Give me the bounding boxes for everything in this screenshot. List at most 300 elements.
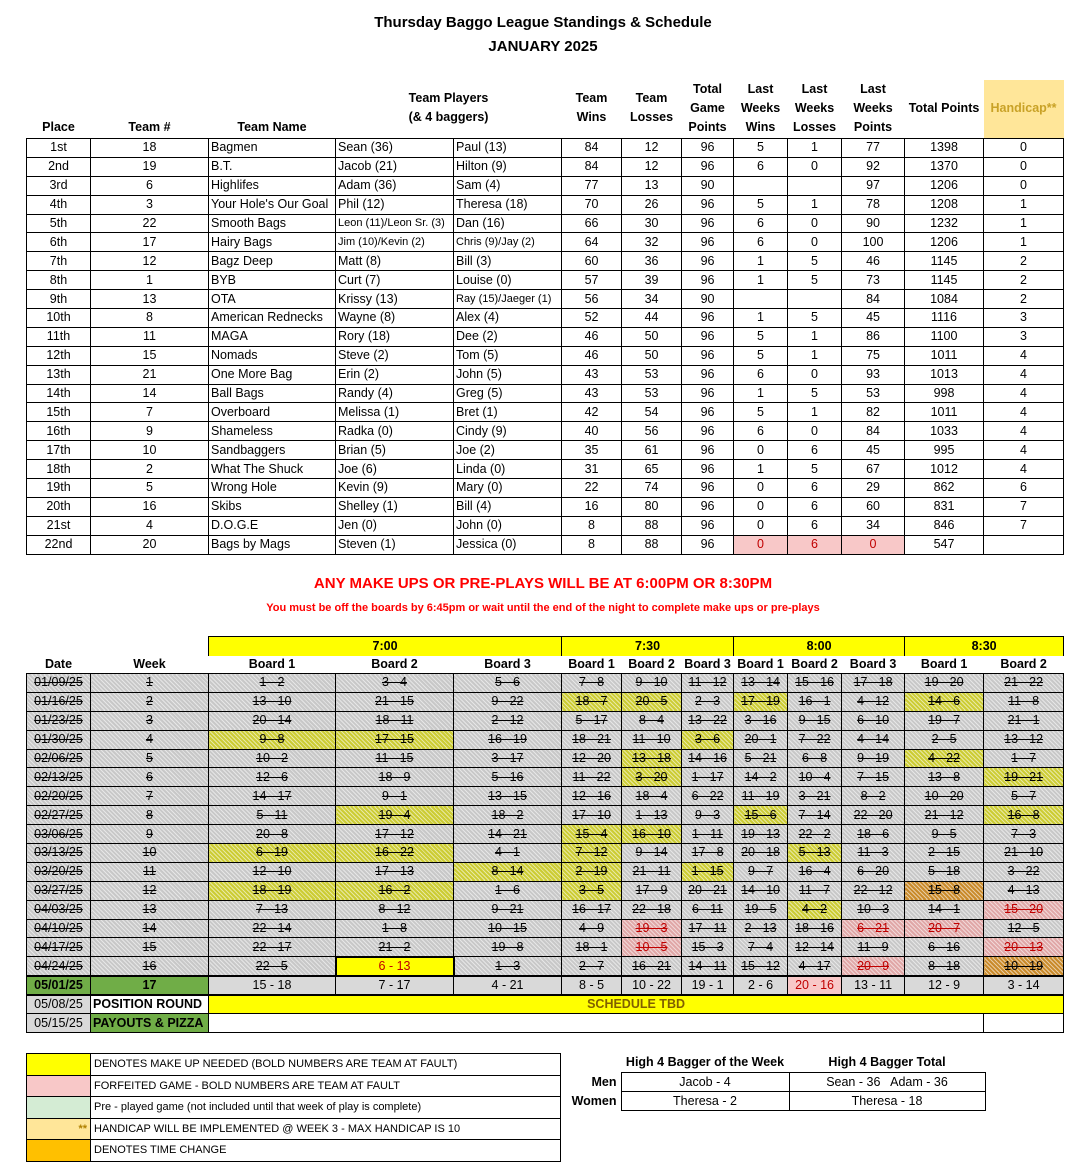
matchup-cell: 6 - 21 xyxy=(842,919,905,938)
legend-text: Pre - played game (not included until that week of play is complete) xyxy=(91,1097,561,1119)
week-date: 03/13/25 xyxy=(27,844,91,863)
team-wins-cell: 8 xyxy=(562,516,622,535)
week-date: 01/16/25 xyxy=(27,692,91,711)
team-name-cell: BYB xyxy=(209,271,336,290)
week-date: 04/10/25 xyxy=(27,919,91,938)
matchup-cell: 7 - 8 xyxy=(562,674,622,693)
matchup-cell: 11 - 12 xyxy=(682,674,734,693)
matchup-cell: 19 - 13 xyxy=(734,825,788,844)
time-slot-730: 7:30 xyxy=(562,637,734,656)
matchup-cell: 2 - 5 xyxy=(905,730,984,749)
matchup-cell: 8 - 18 xyxy=(905,957,984,976)
total-points-cell: 1033 xyxy=(905,422,984,441)
position-round-label: POSITION ROUND xyxy=(91,995,209,1014)
women-label: Women xyxy=(571,1093,617,1108)
team-wins-cell: 52 xyxy=(562,309,622,328)
matchup-cell: 4 - 1 xyxy=(454,844,562,863)
week-date: 01/23/25 xyxy=(27,711,91,730)
team-name-cell: D.O.G.E xyxy=(209,516,336,535)
matchup-cell: 3 - 5 xyxy=(562,881,622,900)
team-name-cell: B.T. xyxy=(209,157,336,176)
legend-row xyxy=(27,1054,561,1076)
standings-row xyxy=(27,139,1064,158)
matchup-cell: 14 - 17 xyxy=(209,787,336,806)
place-cell: 16th xyxy=(27,422,91,441)
team-wins-cell: 43 xyxy=(562,365,622,384)
handicap-cell: 3 xyxy=(984,327,1064,346)
schedule-row xyxy=(27,919,1064,938)
total-points-cell: 1208 xyxy=(905,195,984,214)
last-weeks-points-cell: 0 xyxy=(842,535,905,554)
team-number-cell: 12 xyxy=(91,252,209,271)
header-lwl-line1: Last xyxy=(801,82,828,96)
matchup-cell: 2 - 7 xyxy=(562,957,622,976)
last-weeks-losses-cell: 1 xyxy=(788,403,842,422)
header-team-players xyxy=(336,80,562,139)
matchup-cell: 5 - 13 xyxy=(788,844,842,863)
last-weeks-losses-cell: 5 xyxy=(788,309,842,328)
matchup-cell: 9 - 5 xyxy=(905,825,984,844)
matchup-cell: 3 - 17 xyxy=(454,749,562,768)
handicap-cell: 4 xyxy=(984,403,1064,422)
handicap-cell: 4 xyxy=(984,384,1064,403)
handicap-cell: 6 xyxy=(984,479,1064,498)
team-name-cell: MAGA xyxy=(209,327,336,346)
last-weeks-wins-cell: 6 xyxy=(734,365,788,384)
handicap-cell: 0 xyxy=(984,176,1064,195)
position-round-date: 05/08/25 xyxy=(27,995,91,1014)
last-weeks-losses-cell: 1 xyxy=(788,327,842,346)
header-handicap: Handicap** xyxy=(984,80,1064,139)
player-2-cell: Jessica (0) xyxy=(454,535,562,554)
schedule-row xyxy=(27,787,1064,806)
handicap-cell: 4 xyxy=(984,346,1064,365)
matchup-cell: 7 - 15 xyxy=(842,768,905,787)
matchup-cell: 10 - 2 xyxy=(209,749,336,768)
matchup-cell: 4 - 2 xyxy=(788,900,842,919)
team-losses-cell: 39 xyxy=(622,271,682,290)
team-wins-cell: 42 xyxy=(562,403,622,422)
total-game-points-cell: 90 xyxy=(682,290,734,309)
last-weeks-wins-cell: 1 xyxy=(734,384,788,403)
last-weeks-points-cell: 84 xyxy=(842,290,905,309)
matchup-cell: 6 - 10 xyxy=(842,711,905,730)
total-points-cell: 1232 xyxy=(905,214,984,233)
matchup-cell: 17 - 19 xyxy=(734,692,788,711)
last-weeks-losses-cell: 0 xyxy=(788,233,842,252)
week-number: 5 xyxy=(91,749,209,768)
team-name-cell: Sandbaggers xyxy=(209,441,336,460)
total-game-points-cell: 96 xyxy=(682,422,734,441)
matchup-cell: 8 - 2 xyxy=(842,787,905,806)
matchup-cell: 5 - 16 xyxy=(454,768,562,787)
matchup-cell: 16 - 4 xyxy=(788,862,842,881)
week-date: 04/03/25 xyxy=(27,900,91,919)
matchup-cell: 11 - 9 xyxy=(842,938,905,957)
place-cell: 14th xyxy=(27,384,91,403)
team-losses-cell: 74 xyxy=(622,479,682,498)
page-title: Thursday Baggo League Standings & Schedule xyxy=(374,14,712,31)
matchup-cell: 13 - 15 xyxy=(454,787,562,806)
header-lwp-line2: Weeks xyxy=(853,101,893,115)
header-total-game-points xyxy=(682,80,734,139)
week-number: 14 xyxy=(91,919,209,938)
last-weeks-points-cell: 34 xyxy=(842,516,905,535)
header-team-wins-line2: Wins xyxy=(576,110,607,124)
last-weeks-losses-cell: 0 xyxy=(788,214,842,233)
place-cell: 8th xyxy=(27,271,91,290)
header-place: Place xyxy=(42,120,75,134)
week-date: 02/20/25 xyxy=(27,787,91,806)
matchup-cell: 3 - 4 xyxy=(336,674,454,693)
team-name-cell: One More Bag xyxy=(209,365,336,384)
matchup-cell: 5 - 17 xyxy=(562,711,622,730)
matchup-cell: 13 - 22 xyxy=(682,711,734,730)
player-1-cell: Shelley (1) xyxy=(336,497,454,516)
schedule-row xyxy=(27,957,1064,976)
team-losses-cell: 32 xyxy=(622,233,682,252)
place-cell: 13th xyxy=(27,365,91,384)
women-total-value: Theresa - 18 xyxy=(789,1091,985,1110)
matchup-cell: 8 - 12 xyxy=(336,900,454,919)
matchup-cell: 17 - 8 xyxy=(682,844,734,863)
total-points-cell: 995 xyxy=(905,441,984,460)
team-losses-cell: 44 xyxy=(622,309,682,328)
last-weeks-points-cell: 78 xyxy=(842,195,905,214)
player-1-cell: Melissa (1) xyxy=(336,403,454,422)
matchup-cell: 1 - 11 xyxy=(682,825,734,844)
last-weeks-points-cell: 77 xyxy=(842,139,905,158)
matchup-cell: 19 - 5 xyxy=(734,900,788,919)
place-cell: 4th xyxy=(27,195,91,214)
total-points-cell: 1013 xyxy=(905,365,984,384)
player-1-cell: Curt (7) xyxy=(336,271,454,290)
total-game-points-cell: 96 xyxy=(682,271,734,290)
matchup-cell: 14 - 11 xyxy=(682,957,734,976)
last-weeks-wins-cell: 6 xyxy=(734,422,788,441)
header-lwl-line2: Weeks xyxy=(794,101,835,115)
current-week-number: 17 xyxy=(91,976,209,995)
team-losses-cell: 30 xyxy=(622,214,682,233)
matchup-cell: 7 - 12 xyxy=(562,844,622,863)
matchup-cell: 18 - 1 xyxy=(562,938,622,957)
makeup-notice: ANY MAKE UPS OR PRE-PLAYS WILL BE AT 6:00PM OR 8:30PM xyxy=(313,575,773,592)
handicap-cell: 0 xyxy=(984,139,1064,158)
standings-row xyxy=(27,309,1064,328)
team-wins-cell: 84 xyxy=(562,139,622,158)
player-1-cell: Rory (18) xyxy=(336,327,454,346)
men-label: Men xyxy=(591,1074,617,1089)
last-weeks-losses-cell: 1 xyxy=(788,346,842,365)
last-weeks-losses-cell: 1 xyxy=(788,195,842,214)
matchup-cell: 11 - 15 xyxy=(336,749,454,768)
legend-table xyxy=(26,1053,561,1162)
standings-row xyxy=(27,403,1064,422)
last-weeks-losses-cell: 5 xyxy=(788,460,842,479)
matchup-cell: 11 - 19 xyxy=(734,787,788,806)
matchup-cell: 16 - 22 xyxy=(336,844,454,863)
matchup-cell: 4 - 17 xyxy=(788,957,842,976)
header-lww-line2: Weeks xyxy=(740,101,781,115)
matchup-cell: 1 - 3 xyxy=(454,957,562,976)
high-bagger-women-row xyxy=(563,1091,985,1110)
high-bagger-spacer xyxy=(563,1053,621,1072)
team-number-cell: 20 xyxy=(91,535,209,554)
place-cell: 1st xyxy=(27,139,91,158)
payouts-blank xyxy=(209,1014,984,1033)
player-1-cell: Kevin (9) xyxy=(336,479,454,498)
team-number-cell: 5 xyxy=(91,479,209,498)
matchup-cell: 20 - 9 xyxy=(842,957,905,976)
matchup-cell: 9 - 22 xyxy=(454,692,562,711)
total-points-cell: 998 xyxy=(905,384,984,403)
matchup-cell: 17 - 11 xyxy=(682,919,734,938)
total-game-points-cell: 96 xyxy=(682,535,734,554)
matchup-cell: 9 - 15 xyxy=(788,711,842,730)
header-lwl-line3: Losses xyxy=(792,120,837,134)
last-weeks-wins-cell: 1 xyxy=(734,460,788,479)
time-slot-830: 8:30 xyxy=(905,637,1064,656)
header-team-wins xyxy=(562,80,622,139)
high-bagger-table xyxy=(563,1053,986,1111)
last-weeks-wins-cell: 1 xyxy=(734,271,788,290)
matchup-cell: 12 - 9 xyxy=(905,976,984,995)
week-number: 4 xyxy=(91,730,209,749)
team-number-cell: 3 xyxy=(91,195,209,214)
handicap-cell xyxy=(984,535,1064,554)
last-weeks-wins-cell: 0 xyxy=(734,479,788,498)
handicap-cell: 4 xyxy=(984,365,1064,384)
matchup-cell: 10 - 19 xyxy=(984,957,1064,976)
total-game-points-cell: 96 xyxy=(682,460,734,479)
matchup-cell: 19 - 21 xyxy=(984,768,1064,787)
total-game-points-cell: 96 xyxy=(682,497,734,516)
header-team-num: Team # xyxy=(128,120,171,134)
matchup-cell: 18 - 6 xyxy=(842,825,905,844)
matchup-cell: 11 - 3 xyxy=(842,844,905,863)
last-weeks-points-cell: 53 xyxy=(842,384,905,403)
handicap-cell: 4 xyxy=(984,441,1064,460)
matchup-cell: 16 - 21 xyxy=(622,957,682,976)
team-losses-cell: 50 xyxy=(622,327,682,346)
matchup-cell: 1 - 6 xyxy=(454,881,562,900)
header-lwp-line1: Last xyxy=(860,82,886,96)
legend-text: FORFEITED GAME - BOLD NUMBERS ARE TEAM AT FAULT xyxy=(91,1075,561,1097)
team-name-cell: Highlifes xyxy=(209,176,336,195)
handicap-cell: 1 xyxy=(984,233,1064,252)
standings-row xyxy=(27,327,1064,346)
matchup-cell: 15 - 3 xyxy=(682,938,734,957)
matchup-cell: 4 - 13 xyxy=(984,881,1064,900)
header-board: Board 1 xyxy=(734,656,788,674)
place-cell: 19th xyxy=(27,479,91,498)
last-weeks-losses-cell: 5 xyxy=(788,252,842,271)
standings-row xyxy=(27,422,1064,441)
schedule-row xyxy=(27,806,1064,825)
standings-row xyxy=(27,441,1064,460)
team-name-cell: OTA xyxy=(209,290,336,309)
player-2-cell: Tom (5) xyxy=(454,346,562,365)
week-number: 16 xyxy=(91,957,209,976)
matchup-cell: 21 - 2 xyxy=(336,938,454,957)
week-number: 10 xyxy=(91,844,209,863)
matchup-cell: 13 - 12 xyxy=(984,730,1064,749)
page-subtitle-month: JANUARY 2025 xyxy=(488,38,598,55)
team-losses-cell: 88 xyxy=(622,535,682,554)
matchup-cell: 7 - 17 xyxy=(336,976,454,995)
team-wins-cell: 22 xyxy=(562,479,622,498)
player-1-cell: Jim (10)/Kevin (2) xyxy=(336,233,454,252)
player-1-cell: Brian (5) xyxy=(336,441,454,460)
team-wins-cell: 77 xyxy=(562,176,622,195)
total-game-points-cell: 96 xyxy=(682,327,734,346)
schedule-row xyxy=(27,749,1064,768)
matchup-cell: 20 - 18 xyxy=(734,844,788,863)
matchup-cell: 12 - 16 xyxy=(562,787,622,806)
total-points-cell: 547 xyxy=(905,535,984,554)
matchup-cell: 5 - 18 xyxy=(905,862,984,881)
legend-text: HANDICAP WILL BE IMPLEMENTED @ WEEK 3 - MAX HANDICAP IS 10 xyxy=(91,1118,561,1140)
matchup-cell: 2 - 3 xyxy=(682,692,734,711)
total-game-points-cell: 96 xyxy=(682,195,734,214)
schedule-row xyxy=(27,825,1064,844)
matchup-cell: 14 - 1 xyxy=(905,900,984,919)
handicap-cell: 1 xyxy=(984,195,1064,214)
last-weeks-points-cell: 67 xyxy=(842,460,905,479)
matchup-cell: 16 - 19 xyxy=(454,730,562,749)
team-wins-cell: 70 xyxy=(562,195,622,214)
matchup-cell: 13 - 14 xyxy=(734,674,788,693)
standings-row xyxy=(27,479,1064,498)
standings-row xyxy=(27,271,1064,290)
matchup-cell: 20 - 1 xyxy=(734,730,788,749)
player-2-cell: John (5) xyxy=(454,365,562,384)
header-board: Board 3 xyxy=(842,656,905,674)
player-2-cell: Mary (0) xyxy=(454,479,562,498)
matchup-cell: 18 - 7 xyxy=(562,692,622,711)
schedule-row xyxy=(27,862,1064,881)
place-cell: 15th xyxy=(27,403,91,422)
handicap-cell: 7 xyxy=(984,497,1064,516)
matchup-cell: 15 - 12 xyxy=(734,957,788,976)
matchup-cell: 6 - 20 xyxy=(842,862,905,881)
week-number: 15 xyxy=(91,938,209,957)
matchup-cell: 18 - 2 xyxy=(454,806,562,825)
team-name-cell: Ball Bags xyxy=(209,384,336,403)
matchup-cell: 3 - 6 xyxy=(682,730,734,749)
matchup-cell: 4 - 21 xyxy=(454,976,562,995)
total-game-points-cell: 96 xyxy=(682,139,734,158)
last-weeks-wins-cell: 0 xyxy=(734,535,788,554)
matchup-cell: 12 - 5 xyxy=(984,919,1064,938)
team-name-cell: Overboard xyxy=(209,403,336,422)
header-lww-line1: Last xyxy=(747,82,774,96)
matchup-cell: 19 - 4 xyxy=(336,806,454,825)
team-losses-cell: 12 xyxy=(622,139,682,158)
matchup-cell: 4 - 12 xyxy=(842,692,905,711)
matchup-cell: 6 - 13 xyxy=(336,957,454,976)
matchup-cell: 17 - 15 xyxy=(336,730,454,749)
matchup-cell: 20 - 8 xyxy=(209,825,336,844)
player-2-cell: John (0) xyxy=(454,516,562,535)
matchup-cell: 19 - 3 xyxy=(622,919,682,938)
team-losses-cell: 50 xyxy=(622,346,682,365)
team-number-cell: 8 xyxy=(91,309,209,328)
player-1-cell: Wayne (8) xyxy=(336,309,454,328)
matchup-cell: 4 - 9 xyxy=(562,919,622,938)
handicap-cell: 1 xyxy=(984,214,1064,233)
team-number-cell: 19 xyxy=(91,157,209,176)
last-weeks-losses-cell xyxy=(788,176,842,195)
team-name-cell: Skibs xyxy=(209,497,336,516)
last-weeks-points-cell: 92 xyxy=(842,157,905,176)
legend-text: DENOTES TIME CHANGE xyxy=(91,1140,561,1162)
standings-row xyxy=(27,157,1064,176)
matchup-cell: 14 - 2 xyxy=(734,768,788,787)
team-losses-cell: 12 xyxy=(622,157,682,176)
matchup-cell: 1 - 2 xyxy=(209,674,336,693)
matchup-cell: 17 - 9 xyxy=(622,881,682,900)
schedule-table xyxy=(26,636,1064,1033)
team-name-cell: What The Shuck xyxy=(209,460,336,479)
team-wins-cell: 64 xyxy=(562,233,622,252)
matchup-cell: 11 - 22 xyxy=(562,768,622,787)
header-tgp-line3: Points xyxy=(688,120,727,134)
matchup-cell: 21 - 15 xyxy=(336,692,454,711)
legend-swatch xyxy=(27,1075,91,1097)
total-points-cell: 1012 xyxy=(905,460,984,479)
header-team-players-line2: (& 4 baggers) xyxy=(408,110,489,124)
player-1-cell: Randy (4) xyxy=(336,384,454,403)
handicap-cell: 4 xyxy=(984,460,1064,479)
week-number: 9 xyxy=(91,825,209,844)
player-2-cell: Theresa (18) xyxy=(454,195,562,214)
last-weeks-wins-cell: 0 xyxy=(734,497,788,516)
last-weeks-losses-cell: 0 xyxy=(788,365,842,384)
matchup-cell: 5 - 7 xyxy=(984,787,1064,806)
header-board: Board 2 xyxy=(336,656,454,674)
matchup-cell: 19 - 20 xyxy=(905,674,984,693)
header-board: Board 1 xyxy=(905,656,984,674)
header-team-losses xyxy=(622,80,682,139)
team-wins-cell: 84 xyxy=(562,157,622,176)
schedule-row xyxy=(27,938,1064,957)
header-team-name: Team Name xyxy=(237,120,307,134)
total-points-cell: 1206 xyxy=(905,233,984,252)
player-1-cell: Leon (11)/Leon Sr. (3) xyxy=(336,214,454,233)
matchup-cell: 10 - 3 xyxy=(842,900,905,919)
matchup-cell: 4 - 22 xyxy=(905,749,984,768)
team-wins-cell: 16 xyxy=(562,497,622,516)
schedule-row xyxy=(27,674,1064,693)
matchup-cell: 15 - 16 xyxy=(788,674,842,693)
matchup-cell: 9 - 1 xyxy=(336,787,454,806)
matchup-cell: 16 - 10 xyxy=(622,825,682,844)
matchup-cell: 12 - 10 xyxy=(209,862,336,881)
high-bagger-week-title: High 4 Bagger of the Week xyxy=(625,1055,785,1070)
matchup-cell: 3 - 22 xyxy=(984,862,1064,881)
player-1-cell: Krissy (13) xyxy=(336,290,454,309)
matchup-cell: 3 - 21 xyxy=(788,787,842,806)
week-date: 02/06/25 xyxy=(27,749,91,768)
header-date: Date xyxy=(27,656,91,674)
total-points-cell: 846 xyxy=(905,516,984,535)
total-points-cell: 831 xyxy=(905,497,984,516)
matchup-cell: 8 - 5 xyxy=(562,976,622,995)
matchup-cell: 14 - 6 xyxy=(905,692,984,711)
team-losses-cell: 80 xyxy=(622,497,682,516)
standings-row xyxy=(27,384,1064,403)
